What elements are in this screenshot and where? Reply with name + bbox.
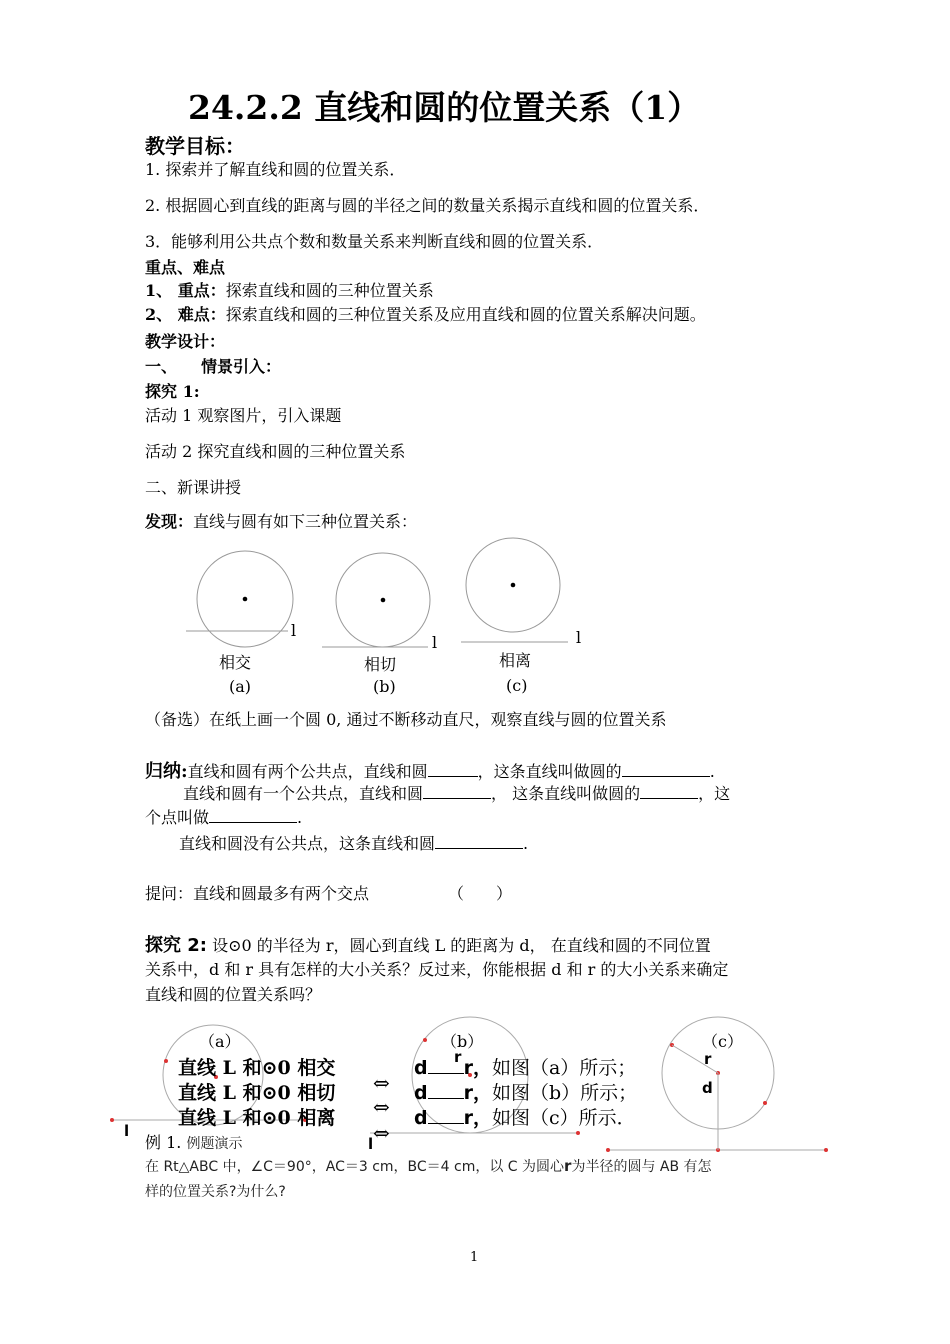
- r-label: r，: [463, 1082, 492, 1104]
- relation-left-1: 直线 L 和⊙0 相交: [178, 1057, 336, 1079]
- explore-2-line-1: [145, 931, 711, 957]
- r-label-c: r: [704, 1050, 712, 1068]
- relation-left-2: 直线 L 和⊙0 相切: [178, 1082, 336, 1104]
- blank[interactable]: [640, 784, 698, 799]
- relation-tail: 如图（b）所示；: [491, 1082, 638, 1104]
- r-label: r，: [463, 1107, 492, 1129]
- summary-line-2: [183, 781, 730, 804]
- blank[interactable]: [428, 1082, 464, 1099]
- summary-label: 归纳:: [145, 761, 188, 782]
- letter-b: （b）: [441, 1032, 484, 1051]
- d-label: d: [414, 1082, 428, 1104]
- discover-text: 直线与圆有如下三种位置关系：: [193, 512, 418, 531]
- d-label: d: [414, 1057, 428, 1079]
- letter-c: (c): [506, 676, 528, 695]
- relation-tail: 如图（c）所示．: [491, 1107, 636, 1129]
- summary-text: 直线和圆没有公共点，这条直线和圆: [179, 834, 436, 853]
- blank[interactable]: [428, 762, 478, 777]
- blank[interactable]: [622, 762, 710, 777]
- example-label: 例 1.: [145, 1133, 182, 1152]
- key-point-2: [145, 302, 706, 325]
- explore-2-line-3: 直线和圆的位置关系吗？: [145, 985, 322, 1004]
- caption-c: 相离: [499, 651, 532, 670]
- summary-line-1: [145, 757, 715, 783]
- line-label-b: l: [432, 633, 438, 652]
- summary-text: .: [709, 762, 715, 781]
- summary-text: ，这: [698, 784, 731, 803]
- activity-1: 活动 1 观察图片，引入课题: [145, 406, 342, 425]
- optional-note: （备选）在纸上画一个圆 0, 通过不断移动直尺，观察直线与圆的位置关系: [145, 710, 667, 729]
- relation-right-3: [414, 1103, 636, 1130]
- objective-item: 2. 根据圆心到直线的距离与圆的半径之间的数量关系揭示直线和圆的位置关系．: [145, 196, 710, 215]
- r-label-b: r: [454, 1048, 462, 1066]
- example-heading: [145, 1130, 242, 1153]
- example-line-1: [145, 1156, 712, 1176]
- activity-2: 活动 2 探究直线和圆的三种位置关系: [145, 442, 406, 461]
- caption-b: 相切: [364, 655, 397, 674]
- d-label-c: d: [702, 1079, 713, 1097]
- page-title: 24.2.2 直线和圆的位置关系（1）: [188, 88, 701, 127]
- equivalence-arrow: ⇔: [373, 1071, 390, 1095]
- key-point-2-text: 探索直线和圆的三种位置关系及应用直线和圆的位置关系解决问题。: [225, 305, 706, 324]
- summary-text: ， 这条直线叫做圆的: [491, 784, 641, 803]
- example-line-2: 样的位置关系?为什么?: [145, 1184, 286, 1200]
- letter-a: (a): [229, 677, 252, 696]
- section-2-heading: 二、新课讲授: [145, 478, 242, 497]
- objective-item: 3．能够利用公共点个数和数量关系来判断直线和圆的位置关系．: [145, 232, 604, 251]
- example-text: 在 Rt△ABC 中，∠C＝90°，AC＝3 cm，BC＝4 cm，以 C 为圆心: [145, 1159, 565, 1175]
- explore-1-heading: 探究 1:: [145, 382, 200, 401]
- question-text: 提问：直线和圆最多有两个交点: [145, 884, 370, 903]
- relation-right-1: [414, 1053, 636, 1080]
- relation-left-3: 直线 L 和⊙0 相离: [178, 1107, 336, 1129]
- r-label: r: [564, 1157, 572, 1175]
- page-number: 1: [470, 1250, 479, 1265]
- summary-text: 直线和圆有一个公共点，直线和圆: [183, 784, 424, 803]
- key-point-2-label: 2、 难点：: [145, 305, 226, 324]
- summary-line-3: [145, 805, 302, 828]
- letter-c: （c）: [702, 1032, 743, 1051]
- explore-2-line-2: 关系中，d 和 r 具有怎样的大小关系？反过来，你能根据 d 和 r 的大小关系来确定: [145, 960, 729, 979]
- blank[interactable]: [423, 784, 491, 799]
- example-text: 为半径的圆与 AB 有怎: [571, 1159, 712, 1175]
- summary-text: .: [523, 834, 529, 853]
- summary-text: ，这条直线叫做圆的: [477, 762, 622, 781]
- r-label: r，: [463, 1057, 492, 1079]
- center-dot-a: [243, 597, 248, 602]
- relation-tail: 如图（a）所示；: [491, 1057, 637, 1079]
- summary-text: .: [297, 808, 303, 827]
- summary-text: 个点叫做: [145, 808, 210, 827]
- equivalence-arrow: ⇔: [373, 1095, 390, 1119]
- discover-line: [145, 509, 417, 532]
- example-title: 例题演示: [186, 1136, 243, 1152]
- line-label-c: l: [576, 628, 582, 647]
- relation-right-2: [414, 1078, 637, 1105]
- summary-text: 直线和圆有两个公共点，直线和圆: [187, 762, 428, 781]
- key-point-1-text: 探索直线和圆的三种位置关系: [225, 281, 434, 300]
- caption-a: 相交: [219, 653, 252, 672]
- discover-label: 发现：: [145, 512, 194, 531]
- center-dot-b: [381, 598, 386, 603]
- l-label-b: l: [368, 1135, 374, 1153]
- blank[interactable]: [428, 1107, 464, 1124]
- design-heading: 教学设计：: [145, 332, 226, 351]
- objective-item: 1. 探索并了解直线和圆的位置关系．: [145, 160, 406, 179]
- key-point-1: [145, 278, 434, 301]
- question-bracket[interactable]: （ ）: [448, 884, 513, 903]
- blank[interactable]: [209, 808, 297, 823]
- center-dot-c: [511, 583, 516, 588]
- letter-b: (b): [373, 677, 396, 696]
- equivalence-arrow: ⇔: [373, 1121, 390, 1145]
- summary-line-4: [179, 831, 528, 854]
- explore-2-label: 探究 2:: [145, 935, 207, 956]
- blank[interactable]: [435, 834, 523, 849]
- letter-a: （a）: [199, 1032, 241, 1051]
- key-point-1-label: 1、 重点：: [145, 281, 226, 300]
- key-points-heading: 重点、难点: [145, 258, 226, 277]
- line-label-a: l: [291, 621, 297, 640]
- objectives-heading: 教学目标：: [145, 134, 245, 158]
- section-1-heading: 一、 情景引入：: [145, 357, 282, 376]
- d-label: d: [414, 1107, 428, 1129]
- l-label-a: l: [124, 1122, 130, 1140]
- explore-2-text: 设⊙0 的半径为 r，圆心到直线 L 的距离为 d， 在直线和圆的不同位置: [212, 936, 711, 955]
